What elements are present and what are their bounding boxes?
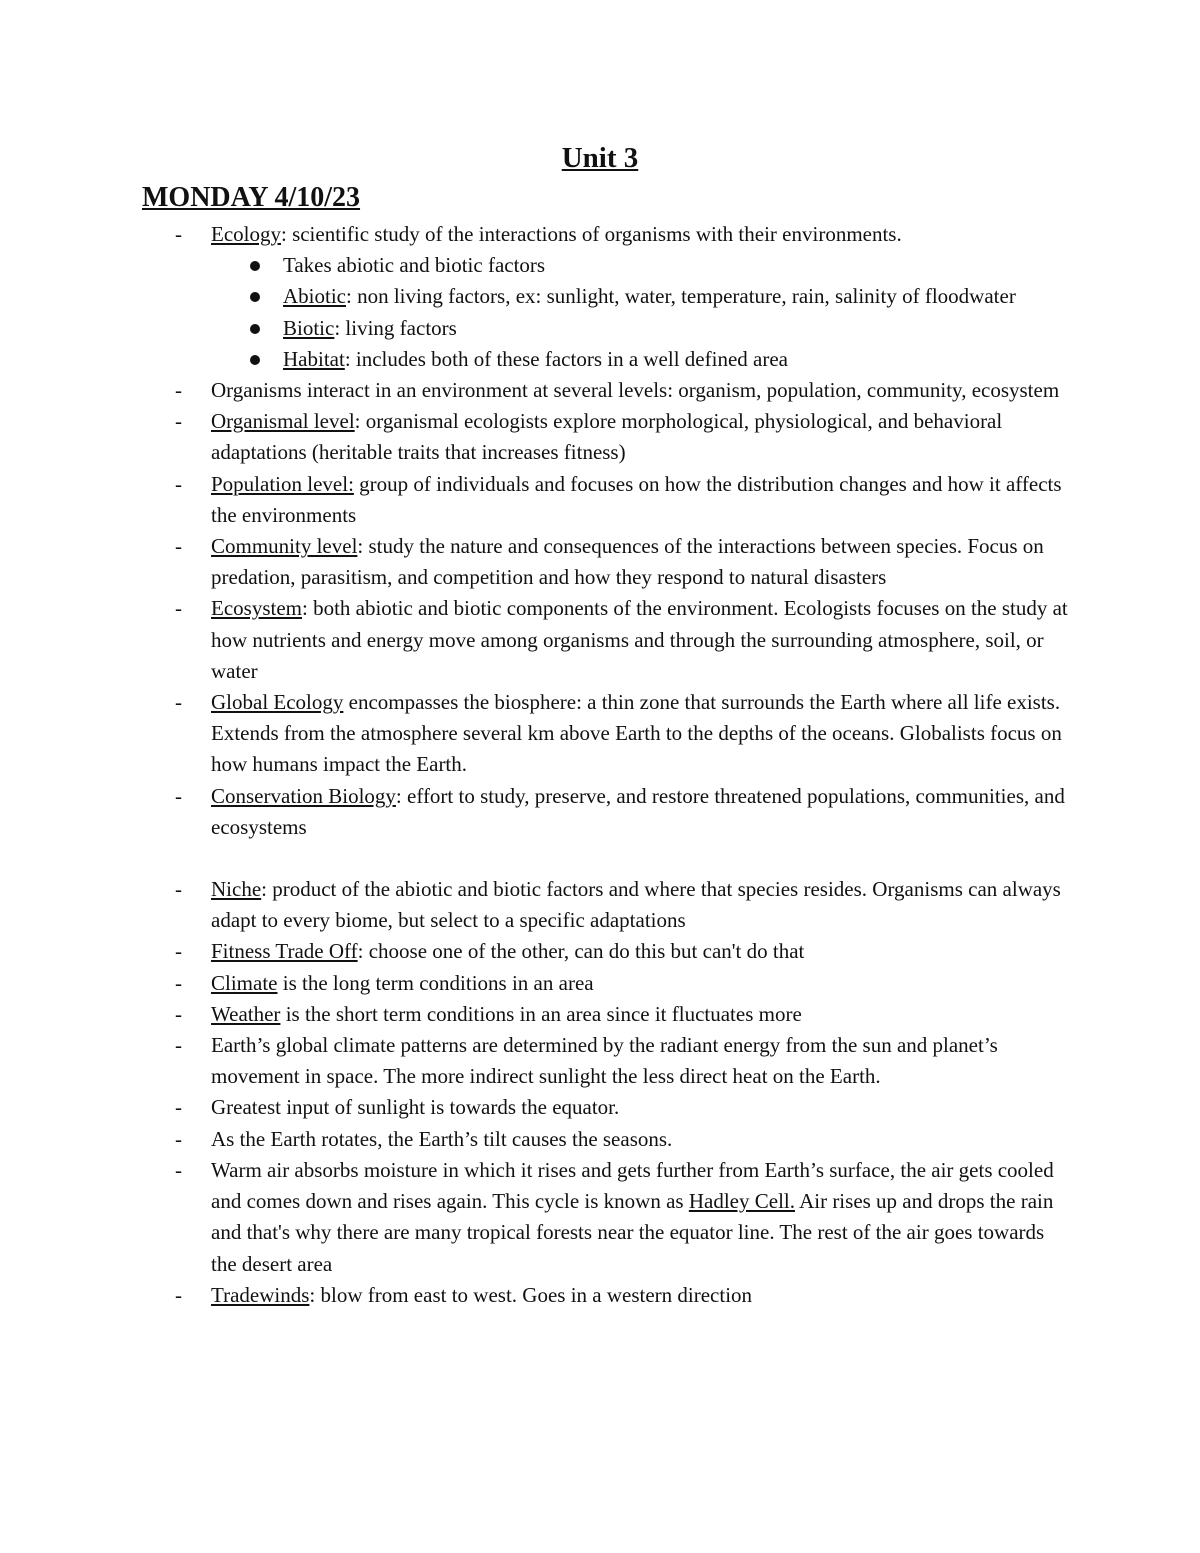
note-item-hadley-cell (0, 1155, 1071, 1280)
term-label: Tradewinds (211, 1282, 310, 1307)
dash-marker: - (175, 1282, 182, 1307)
note-item-levels (0, 375, 1071, 406)
sub-item-biotic (0, 313, 1073, 344)
term-definition: : both abiotic and biotic components of the environment. Ecologists focuses on the study at how nutrients and energy move among organisms and through the surrounding atmosphere, soil, or water (211, 596, 1068, 683)
term-label: Global Ecology (211, 690, 344, 715)
note-item-ecosystem (0, 593, 1071, 687)
dash-marker: - (175, 1033, 182, 1058)
term-definition: group of individuals and focuses on how the distribution changes and how it affects the environments (211, 471, 1062, 527)
dash-marker: - (175, 471, 182, 496)
dash-marker: - (175, 877, 182, 902)
notes-list (0, 219, 1200, 1311)
sub-item-abiotic (0, 281, 1073, 312)
dash-marker: - (175, 222, 182, 246)
note-text: As the Earth rotates, the Earth’s tilt causes the seasons. (211, 1126, 673, 1151)
term-definition: is the long term conditions in an area (277, 970, 594, 995)
term-definition: Air rises up and drops the rain and that's why there are many tropical forests near the equator line. The rest of the air goes towards the desert area (211, 1189, 1054, 1276)
term-definition: : scientific study of the interactions of organisms with their environments. (280, 222, 902, 246)
note-item-population-level (0, 469, 1071, 531)
dash-marker: - (175, 534, 182, 559)
note-item-global-ecology (0, 687, 1071, 781)
note-text: Greatest input of sunlight is towards the equator. (211, 1095, 620, 1120)
term-label: Ecosystem (211, 596, 302, 621)
term-label: Biotic (283, 315, 335, 340)
term-label: Abiotic (283, 284, 346, 309)
term-label: Community level (211, 534, 358, 559)
note-item-tradewinds (0, 1280, 1071, 1311)
note-item-climate-patterns (0, 1030, 1071, 1092)
bullet-icon (250, 355, 260, 365)
term-definition: : choose one of the other, can do this but can't do that (357, 939, 805, 964)
term-definition: : organismal ecologists explore morphological, physiological, and behavioral adaptations (heritable traits that increases fitness) (211, 409, 1003, 465)
dash-marker: - (175, 1001, 182, 1026)
dash-marker: - (175, 939, 182, 964)
term-definition: : non living factors, ex: sunlight, water, temperature, rain, salinity of floodwater (346, 284, 1016, 309)
note-text: Organisms interact in an environment at several levels: organism, population, community, ecosystem (211, 378, 1060, 403)
document-title: Unit 3 (561, 142, 639, 174)
term-definition: : product of the abiotic and biotic factors and where that species resides. Organisms can always adapt to every biome, but select to a specific adaptations (211, 877, 1061, 933)
dash-marker: - (175, 409, 182, 434)
term-label: Weather (211, 1001, 281, 1026)
dash-marker: - (175, 1095, 182, 1120)
term-label: Fitness Trade Off (211, 939, 358, 964)
term-label: Niche (211, 877, 262, 902)
term-definition: : living factors (334, 315, 457, 340)
dash-marker: - (175, 596, 182, 621)
note-item-conservation-biology (0, 781, 1071, 843)
term-definition: : includes both of these factors in a well defined area (344, 346, 788, 371)
term-definition: : study the nature and consequences of the interactions between species. Focus on predation, parasitism, and competition and how they respond to natural disasters (211, 534, 1044, 590)
note-item-niche (0, 874, 1071, 936)
note-item-organismal-level (0, 406, 1071, 468)
note-item-seasons (0, 1124, 1071, 1155)
term-definition: is the short term conditions in an area since it fluctuates more (280, 1001, 802, 1026)
note-text: Warm air absorbs moisture in which it rises and gets further from Earth’s surface, the air gets cooled and comes down and rises again. This cycle is known as (211, 1157, 1054, 1214)
note-item-fitness-trade-off (0, 936, 1071, 967)
term-label: Habitat (283, 346, 345, 371)
bullet-icon (250, 292, 260, 302)
term-definition: encompasses the biosphere: a thin zone that surrounds the Earth where all life exists. Extends from the atmosphere several km above Earth to the depths of the oceans. Globalists focus on how humans impact the Earth. (211, 690, 1062, 777)
term-label: Climate (211, 970, 278, 995)
blank-line (0, 843, 1200, 874)
date-heading: MONDAY 4/10/23 (142, 182, 361, 213)
term-label: Ecology (211, 222, 281, 246)
note-item-community-level (0, 531, 1071, 593)
note-item-climate (0, 968, 1071, 999)
bullet-icon (250, 261, 260, 271)
sub-item-habitat (0, 344, 1073, 375)
dash-marker: - (175, 1157, 182, 1182)
note-text: Earth’s global climate patterns are determined by the radiant energy from the sun and planet’s movement in space. The more indirect sunlight the less direct heat on the Earth. (211, 1033, 998, 1089)
bullet-icon (250, 324, 260, 334)
note-item-ecology (0, 219, 1071, 250)
term-label: Conservation Biology (211, 783, 396, 808)
sub-item-text: Takes abiotic and biotic factors (283, 253, 546, 278)
note-item-sunlight-equator (0, 1092, 1071, 1123)
dash-marker: - (175, 1126, 182, 1151)
term-definition: : effort to study, preserve, and restore threatened populations, communities, and ecosystems (211, 783, 1065, 839)
term-label: Organismal level (211, 409, 355, 434)
note-item-weather (0, 999, 1071, 1030)
dash-marker: - (175, 970, 182, 995)
term-definition: : blow from east to west. Goes in a western direction (309, 1282, 753, 1307)
sub-item-abiotic-biotic (0, 250, 1073, 281)
dash-marker: - (175, 378, 182, 403)
dash-marker: - (175, 783, 182, 808)
term-label: Population level: (211, 471, 354, 496)
term-label: Hadley Cell. (688, 1189, 795, 1214)
dash-marker: - (175, 690, 182, 715)
